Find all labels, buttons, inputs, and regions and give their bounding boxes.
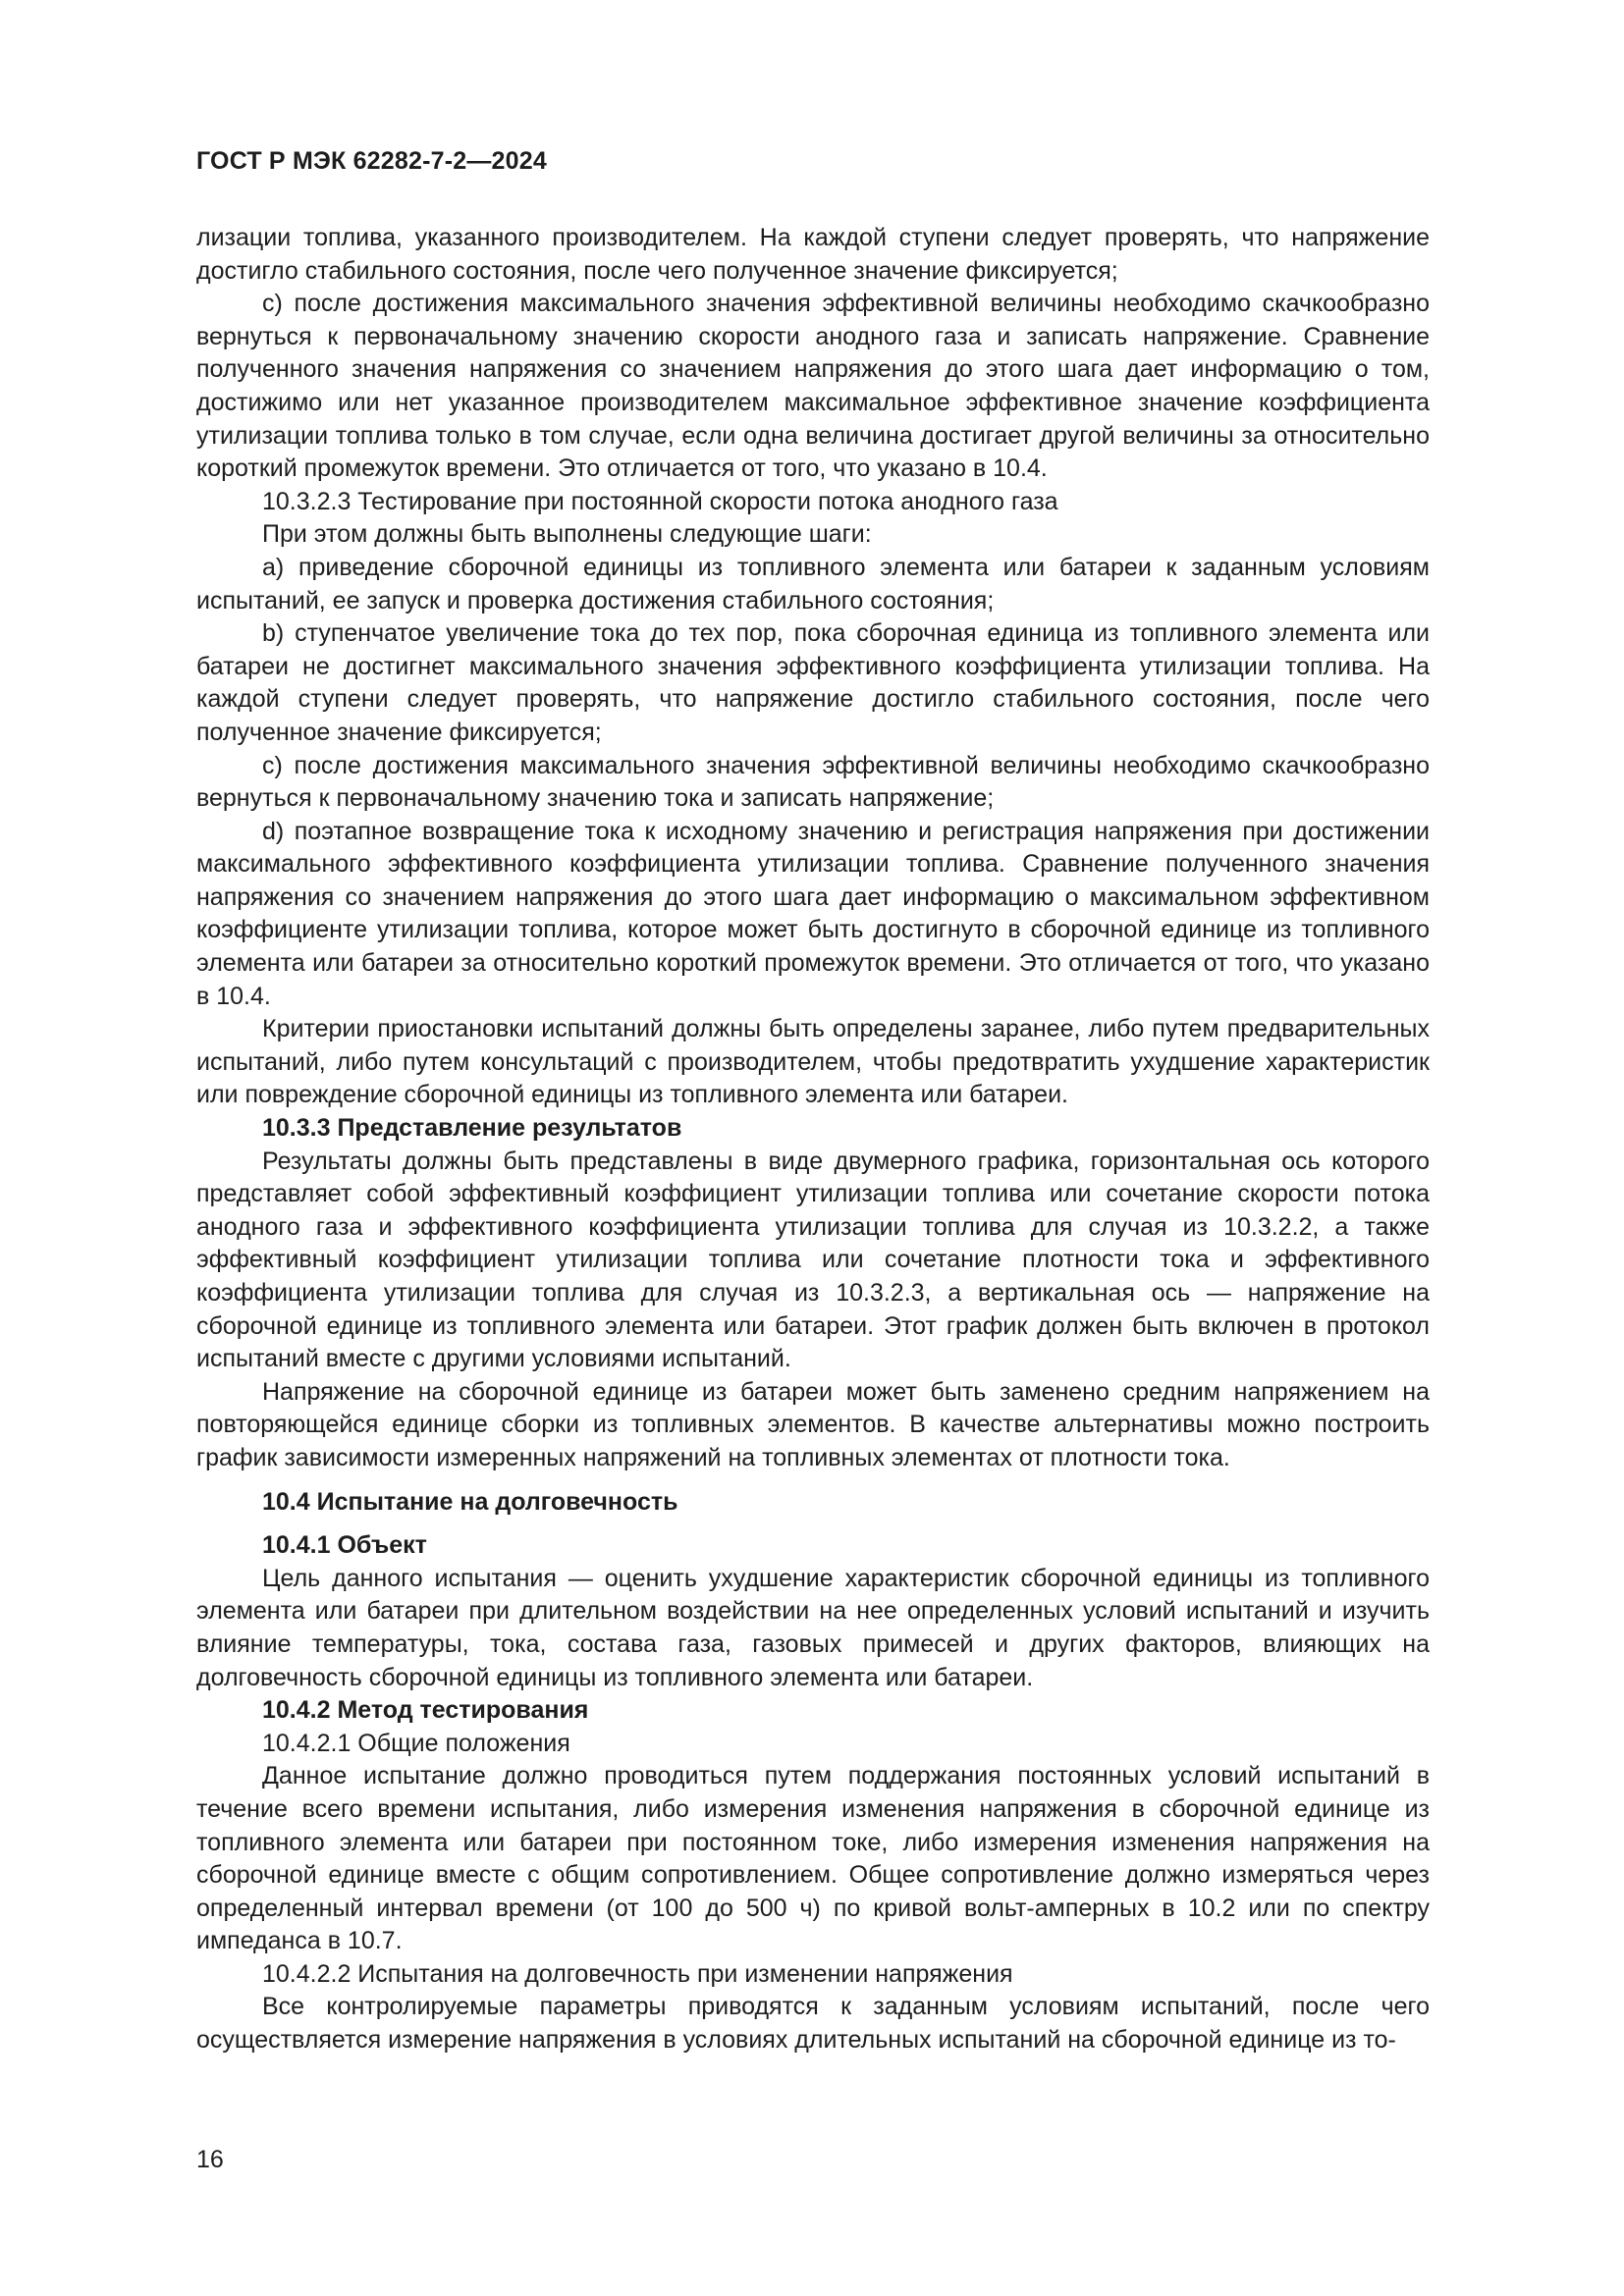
clause-heading-10-4-2-2: 10.4.2.2 Испытания на долговечность при изменении напряжения	[262, 1959, 1013, 1988]
paragraph: Напряжение на сборочной единице из батареи может быть заменено средним напряжением на повторяющейся единице сборки из топливных элементов. В качестве альтернативы можно построить график зависимости измеренных напряжений на топливных элементах от плотности тока.	[196, 1377, 1430, 1471]
section-heading-10-3-3: 10.3.3 Представление результатов	[262, 1114, 682, 1143]
document-body	[196, 222, 1430, 2057]
page-number: 16	[196, 2146, 224, 2173]
list-item-d: d) поэтапное возвращение тока к исходному значению и регистрация напряжения при достижении максимального эффективного коэффициента утилизации топлива. Сравнение полученного значения напряжения со значением напряжения до этого шага дает информацию о максимальном эффективном коэффициенте утилизации топлива, которое может быть достигнуто в сборочной единице из топливного элемента или батареи за относительно короткий промежуток времени. Это отличается от того, что указано в 10.4.	[196, 817, 1430, 1010]
document-header: ГОСТ Р МЭК 62282-7-2—2024	[196, 147, 547, 175]
list-item-a: a) приведение сборочной единицы из топливного элемента или батареи к заданным условиям испытаний, ее запуск и проверка достижения стабильного состояния;	[196, 553, 1430, 614]
list-item-b: b) ступенчатое увеличение тока до тех пор, пока сборочная единица из топливного элемента или батареи не достигнет максимального значения эффективного коэффициента утилизации топлива. На каждой ступени следует проверять, что напряжение достигло стабильного состояния, после чего полученное значение фиксируется;	[196, 619, 1430, 746]
section-heading-10-4-1: 10.4.1 Объект	[262, 1531, 427, 1560]
paragraph: При этом должны быть выполнены следующие шаги:	[262, 520, 872, 549]
paragraph: Все контролируемые параметры приводятся к заданным условиям испытаний, после чего осуществляется измерение напряжения в условиях длительных испытаний на сборочной единице из то-	[196, 1993, 1430, 2055]
list-item-c: c) после достижения максимального значения эффективной величины необходимо скачкообразно вернуться к первоначальному значению скорости анодного газа и записать напряжение. Сравнение полученного значения напряжения со значением напряжения до этого шага дает информацию о том, достижимо или нет указанное производителем максимальное эффективное значение коэффициента утилизации топлива только в том случае, если одна величина достигает другой величины за относительно короткий промежуток времени. Это отличается от того, что указано в 10.4.	[196, 290, 1430, 483]
paragraph: лизации топлива, указанного производителем. На каждой ступени следует проверять, что напряжение достигло стабильного состояния, после чего полученное значение фиксируется;	[196, 224, 1430, 285]
paragraph: Цель данного испытания — оценить ухудшение характеристик сборочной единицы из топливного элемента или батареи при длительном воздействии на нее определенных условий испытаний и изучить влияние температуры, тока, состава газа, газовых примесей и других факторов, влияющих на долговечность сборочной единицы из топливного элемента или батареи.	[196, 1564, 1430, 1691]
list-item-c: c) после достижения максимального значения эффективной величины необходимо скачкообразно вернуться к первоначальному значению тока и записать напряжение;	[196, 751, 1430, 813]
paragraph: Критерии приостановки испытаний должны быть определены заранее, либо путем предварительных испытаний, либо путем консультаций с производителем, чтобы предотвратить ухудшение характеристик или повреждение сборочной единицы из топливного элемента или батареи.	[196, 1015, 1430, 1109]
section-heading-10-4-2: 10.4.2 Метод тестирования	[262, 1696, 589, 1725]
section-heading-10-4: 10.4 Испытание на долговечность	[262, 1487, 678, 1516]
paragraph: Результаты должны быть представлены в виде двумерного графика, горизонтальная ось которого представляет собой эффективный коэффициент утилизации топлива или сочетание скорости потока анодного газа и эффективного коэффициента утилизации топлива для случая из 10.3.2.2, а также эффективный коэффициент утилизации топлива или сочетание плотности тока и эффективного коэффициента утилизации топлива для случая из 10.3.2.3, а вертикальная ось — напряжение на сборочной единице из топливного элемента или батареи. Этот график должен быть включен в протокол испытаний вместе с другими условиями испытаний.	[196, 1147, 1430, 1373]
clause-heading-10-4-2-1: 10.4.2.1 Общие положения	[262, 1729, 570, 1757]
clause-heading-10-3-2-3: 10.3.2.3 Тестирование при постоянной скорости потока анодного газа	[262, 487, 1058, 515]
paragraph: Данное испытание должно проводиться путем поддержания постоянных условий испытаний в течение всего времени испытания, либо измерения изменения напряжения в сборочной единице из топливного элемента или батареи при постоянном токе, либо измерения изменения напряжения на сборочной единице вместе с общим сопротивлением. Общее сопротивление должно измеряться через определенный интервал времени (от 100 до 500 ч) по кривой вольт-амперных в 10.2 или по спектру импеданса в 10.7.	[196, 1762, 1430, 1955]
